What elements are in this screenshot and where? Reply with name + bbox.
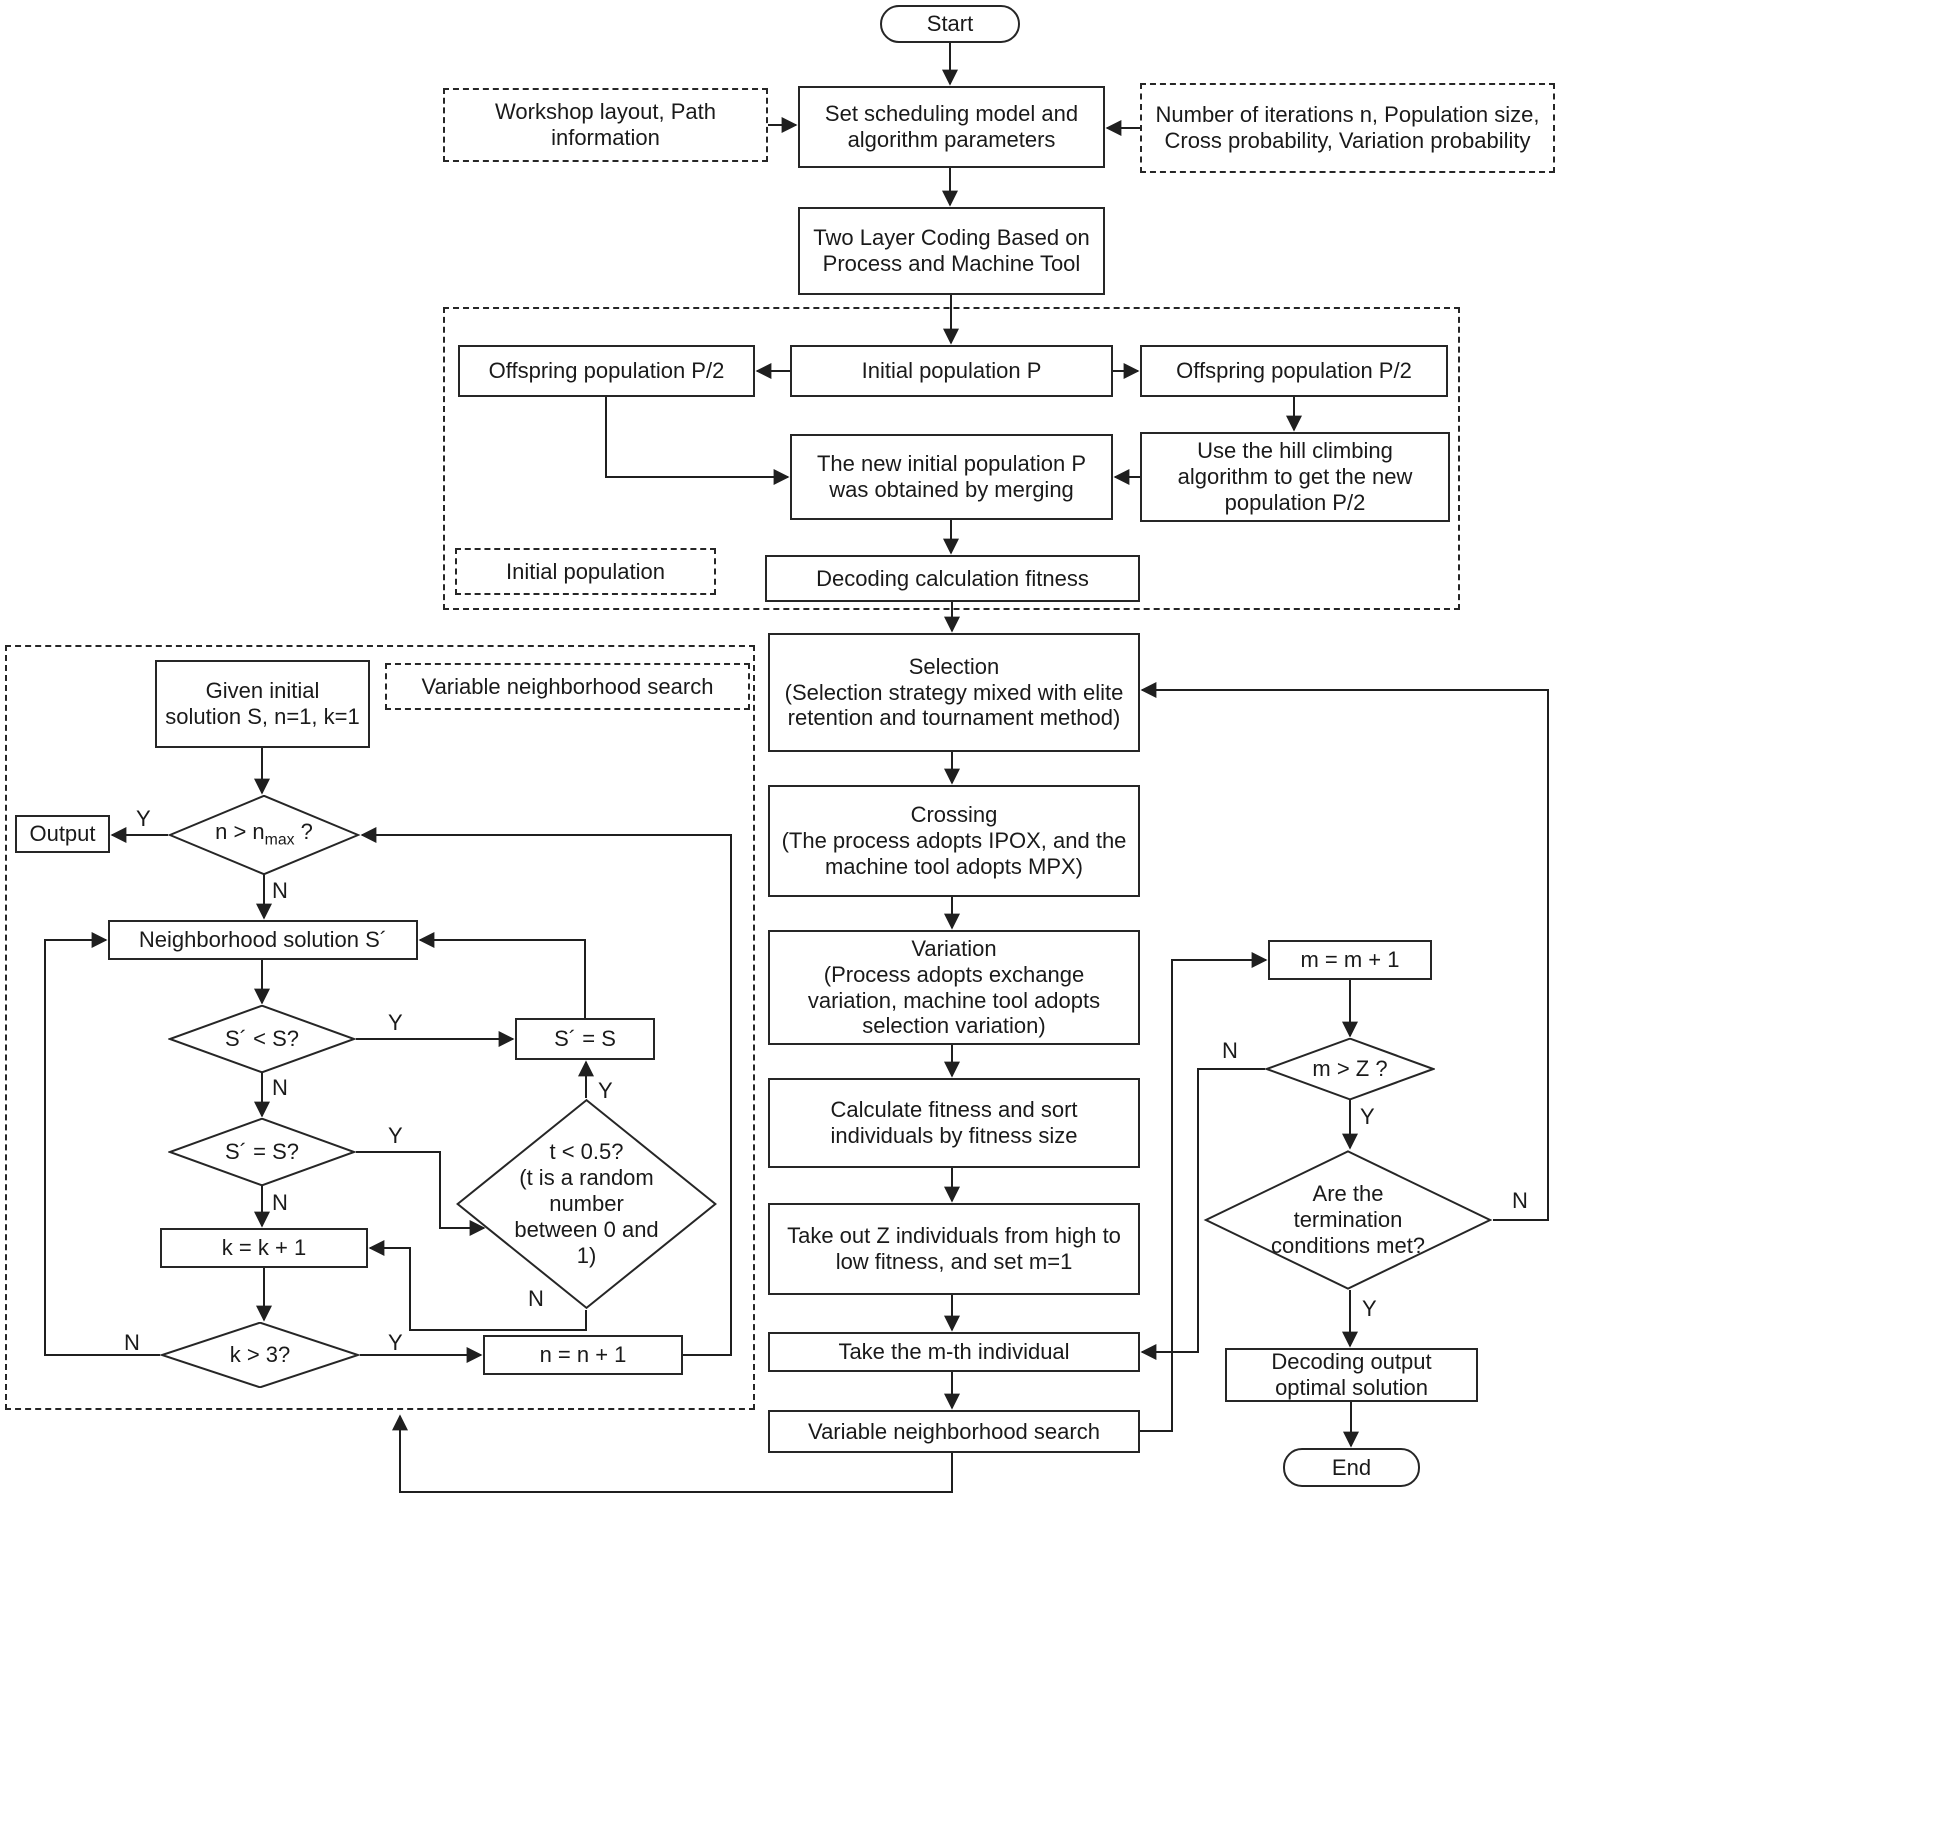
- merge-population-node: The new initial population P was obtained by merging: [790, 434, 1113, 520]
- label-t-yes: Y: [598, 1078, 613, 1103]
- output-node: Output: [15, 815, 110, 853]
- label-seq-no: N: [272, 1190, 288, 1215]
- take-z-node: Take out Z individuals from high to low fitness, and set m=1: [768, 1203, 1140, 1295]
- crossing-detail: (The process adopts IPOX, and the machine tool adopts MPX): [781, 828, 1127, 879]
- crossing-text: [778, 802, 1130, 880]
- k-gt-3-label: k > 3?: [229, 1342, 291, 1368]
- variation-text: [778, 936, 1130, 1040]
- m-gt-z-label: m > Z ?: [1312, 1056, 1388, 1082]
- initial-population-node: Initial population P: [790, 345, 1113, 397]
- take-mth-node: Take the m-th individual: [768, 1332, 1140, 1372]
- label-nmax-yes: Y: [136, 806, 151, 831]
- offspring-left-node: Offspring population P/2: [458, 345, 755, 397]
- crossing-title: Crossing: [910, 802, 998, 828]
- s-lt-decision: [168, 1005, 356, 1073]
- calc-fitness-node: Calculate fitness and sort individuals by fitness size: [768, 1078, 1140, 1168]
- n-gt-nmax-decision: [168, 795, 360, 875]
- initial-population-caption: Initial population: [455, 548, 716, 595]
- label-k3-yes: Y: [388, 1330, 403, 1355]
- algorithm-params-node: Number of iterations n, Population size, Cross probability, Variation probability: [1140, 83, 1555, 173]
- nmax-pre: n > n: [215, 819, 265, 845]
- selection-title: Selection: [908, 653, 1000, 679]
- s-assign-node: S´ = S: [515, 1018, 655, 1060]
- label-term-no: N: [1512, 1188, 1528, 1213]
- vns-caption: Variable neighborhood search: [385, 663, 750, 710]
- s-eq-decision: [168, 1118, 356, 1186]
- s-eq-label: S´ = S?: [225, 1139, 299, 1165]
- termination-label: Are the termination conditions met?: [1270, 1181, 1426, 1258]
- set-params-node: Set scheduling model and algorithm parameters: [798, 86, 1105, 168]
- n-increment-node: n = n + 1: [483, 1335, 683, 1375]
- variation-title: Variation: [911, 935, 997, 961]
- t-random-decision: [455, 1098, 718, 1310]
- two-layer-coding-node: Two Layer Coding Based on Process and Machine Tool: [798, 207, 1105, 295]
- label-mz-no: N: [1222, 1038, 1238, 1063]
- hill-climbing-node: Use the hill climbing algorithm to get the new population P/2: [1140, 432, 1450, 522]
- nmax-post: ?: [294, 819, 313, 845]
- n-gt-nmax-label: [215, 819, 313, 850]
- t-random-label: [507, 1139, 667, 1269]
- k-increment-node: k = k + 1: [160, 1228, 368, 1268]
- label-nmax-no: N: [272, 878, 288, 903]
- end-terminator: End: [1283, 1448, 1420, 1487]
- s-lt-label: S´ < S?: [225, 1026, 299, 1052]
- selection-detail: (Selection strategy mixed with elite retention and tournament method): [784, 679, 1124, 731]
- crossing-node: [768, 785, 1140, 897]
- label-slt-no: N: [272, 1075, 288, 1100]
- label-seq-yes: Y: [388, 1123, 403, 1148]
- label-k3-no: N: [124, 1330, 140, 1355]
- selection-node: [768, 633, 1140, 752]
- decode-output-node: Decoding output optimal solution: [1225, 1348, 1478, 1402]
- variation-node: [768, 930, 1140, 1045]
- workshop-input-node: Workshop layout, Path information: [443, 88, 768, 162]
- selection-text: [778, 654, 1130, 732]
- t-cond-line1: t < 0.5?: [549, 1139, 624, 1165]
- termination-decision: [1203, 1150, 1493, 1290]
- label-term-yes: Y: [1362, 1296, 1377, 1321]
- offspring-right-node: Offspring population P/2: [1140, 345, 1448, 397]
- nmax-sub: max: [264, 831, 295, 849]
- label-t-no: N: [528, 1286, 544, 1311]
- m-gt-z-decision: [1265, 1038, 1435, 1100]
- vns-step-node: Variable neighborhood search: [768, 1410, 1140, 1453]
- t-cond-line2: (t is a random number between 0 and 1): [514, 1165, 659, 1268]
- start-terminator: Start: [880, 5, 1020, 43]
- variation-detail: (Process adopts exchange variation, machine tool adopts selection variation): [807, 961, 1101, 1039]
- label-slt-yes: Y: [388, 1010, 403, 1035]
- neighborhood-solution-node: Neighborhood solution S´: [108, 920, 418, 960]
- decoding-fitness-node: Decoding calculation fitness: [765, 555, 1140, 602]
- label-mz-yes: Y: [1360, 1104, 1375, 1129]
- m-increment-node: m = m + 1: [1268, 940, 1432, 980]
- k-gt-3-decision: [160, 1322, 360, 1388]
- given-initial-node: Given initial solution S, n=1, k=1: [155, 660, 370, 748]
